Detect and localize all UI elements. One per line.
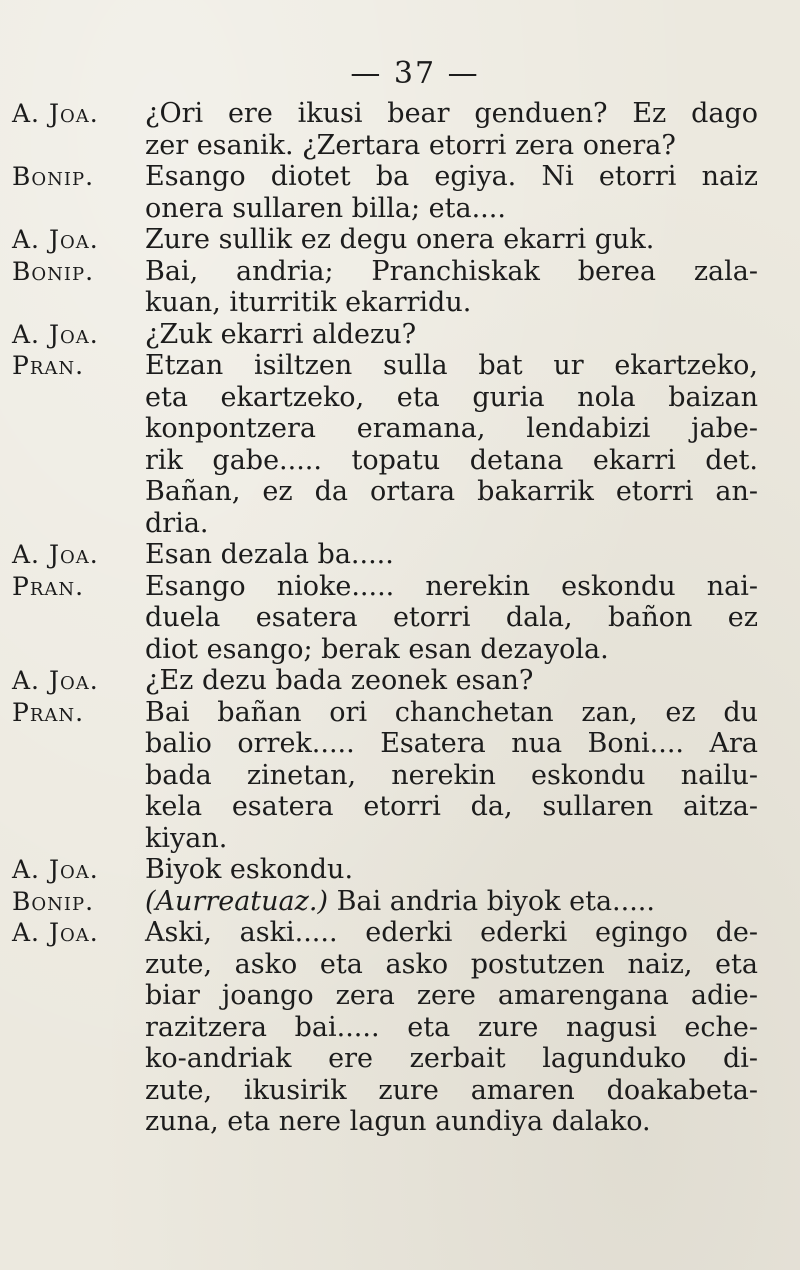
speech-line: kela esatera etorri da, sullaren aitza- bbox=[145, 791, 758, 822]
speech-line bbox=[145, 886, 758, 918]
dialogue-turn bbox=[12, 697, 758, 855]
speaker-name: A. Joa. bbox=[12, 225, 99, 254]
speech-line: onera sullaren billa; eta.... bbox=[145, 192, 506, 224]
speech-line: Esango nioke..... nerekin eskondu nai- bbox=[145, 570, 758, 602]
dialogue-turn bbox=[12, 161, 758, 224]
speech-line: zute, asko eta asko postutzen naiz, eta bbox=[145, 948, 758, 980]
dialogue-list bbox=[12, 98, 758, 1138]
speaker-name: Bonip. bbox=[12, 256, 95, 286]
speech-line: ¿Ez dezu bada zeonek esan? bbox=[145, 665, 534, 696]
dialogue-turn bbox=[12, 886, 758, 918]
speech-line: Etzan isiltzen sulla bat ur ekartzeko, bbox=[145, 350, 758, 381]
page-number: — 37 — bbox=[350, 56, 480, 91]
speech-text bbox=[145, 571, 758, 666]
dialogue-turn bbox=[12, 350, 758, 539]
speech-line: ko-andriak ere zerbait lagunduko di- bbox=[145, 1043, 758, 1074]
speaker-name: A. Joa. bbox=[12, 319, 99, 349]
speech-line: eta ekartzeko, eta guria nola baizan bbox=[145, 381, 758, 413]
speaker-name: A. Joa. bbox=[12, 666, 99, 695]
dialogue-turn bbox=[12, 571, 758, 666]
speech-text bbox=[145, 161, 758, 224]
stage-direction: (Aurreatuaz.) bbox=[145, 885, 328, 917]
dialogue-turn bbox=[12, 224, 758, 256]
speech-text bbox=[145, 917, 758, 1138]
speech-text bbox=[145, 539, 758, 571]
speech-line: Biyok eskondu. bbox=[145, 854, 354, 885]
dialogue-turn bbox=[12, 256, 758, 319]
speech-line: duela esatera etorri dala, bañon ez bbox=[145, 602, 758, 633]
speaker-name: Pran. bbox=[12, 697, 85, 727]
speech-line: kuan, iturritik ekarridu. bbox=[145, 287, 472, 318]
speech-line: konpontzera eramana, lendabizi jabe- bbox=[145, 413, 758, 444]
speaker-name: Bonip. bbox=[12, 886, 95, 916]
speech-line: bada zinetan, nerekin eskondu nailu- bbox=[145, 759, 758, 791]
speech-line: Bai bañan ori chanchetan zan, ez du bbox=[145, 696, 758, 728]
speech-text bbox=[145, 98, 758, 161]
speaker-name: Bonip. bbox=[12, 162, 95, 191]
speech-text bbox=[145, 224, 758, 256]
speech-line: zer esanik. ¿Zertara etorri zera onera? bbox=[145, 129, 676, 161]
speech-line: kiyan. bbox=[145, 822, 228, 854]
speech-text bbox=[145, 697, 758, 855]
speech-line: razitzera bai..... eta zure nagusi eche- bbox=[145, 1011, 758, 1043]
speech-line-text: Bai andria biyok eta..... bbox=[336, 885, 655, 917]
speech-line: balio orrek..... Esatera nua Boni.... Ara bbox=[145, 728, 758, 759]
speaker-name: Pran. bbox=[12, 571, 85, 601]
speech-text bbox=[145, 319, 758, 351]
dialogue-turn bbox=[12, 917, 758, 1138]
speech-line: Esan dezala ba..... bbox=[145, 539, 394, 570]
dialogue-turn bbox=[12, 854, 758, 886]
speech-line: dria. bbox=[145, 507, 209, 539]
dialogue-turn bbox=[12, 319, 758, 351]
speaker-name: A. Joa. bbox=[12, 855, 99, 884]
speech-line: diot esango; berak esan dezayola. bbox=[145, 633, 609, 665]
speech-text bbox=[145, 256, 758, 319]
speech-line: zute, ikusirik zure amaren doakabeta- bbox=[145, 1074, 758, 1106]
speaker-name: A. Joa. bbox=[12, 918, 99, 947]
speech-line: Bai, andria; Pranchiskak berea zala- bbox=[145, 255, 758, 287]
speech-line: biar joango zera zere amarengana adie- bbox=[145, 980, 758, 1011]
dialogue-turn bbox=[12, 665, 758, 697]
dialogue-turn bbox=[12, 539, 758, 571]
dialogue-turn bbox=[12, 98, 758, 161]
speaker-name: Pran. bbox=[12, 351, 85, 380]
speech-line: zuna, eta nere lagun aundiya dalako. bbox=[145, 1106, 651, 1137]
speech-text bbox=[145, 665, 758, 697]
speech-line: ¿Ori ere ikusi bear genduen? Ez dago bbox=[145, 98, 758, 129]
speech-line: ¿Zuk ekarri aldezu? bbox=[145, 318, 417, 350]
speech-line: Aski, aski..... ederki ederki egingo de- bbox=[145, 917, 758, 948]
speech-text bbox=[145, 854, 758, 886]
speaker-name: A. Joa. bbox=[12, 540, 99, 569]
speech-text bbox=[145, 350, 758, 539]
speaker-name: A. Joa. bbox=[12, 99, 99, 128]
speech-line: Bañan, ez da ortara bakarrik etorri an- bbox=[145, 476, 758, 507]
speech-line: Esango diotet ba egiya. Ni etorri naiz bbox=[145, 161, 758, 192]
speech-line: rik gabe..... topatu detana ekarri det. bbox=[145, 444, 758, 476]
speech-text bbox=[145, 886, 758, 918]
speech-line: Zure sullik ez degu onera ekarri guk. bbox=[145, 224, 655, 255]
